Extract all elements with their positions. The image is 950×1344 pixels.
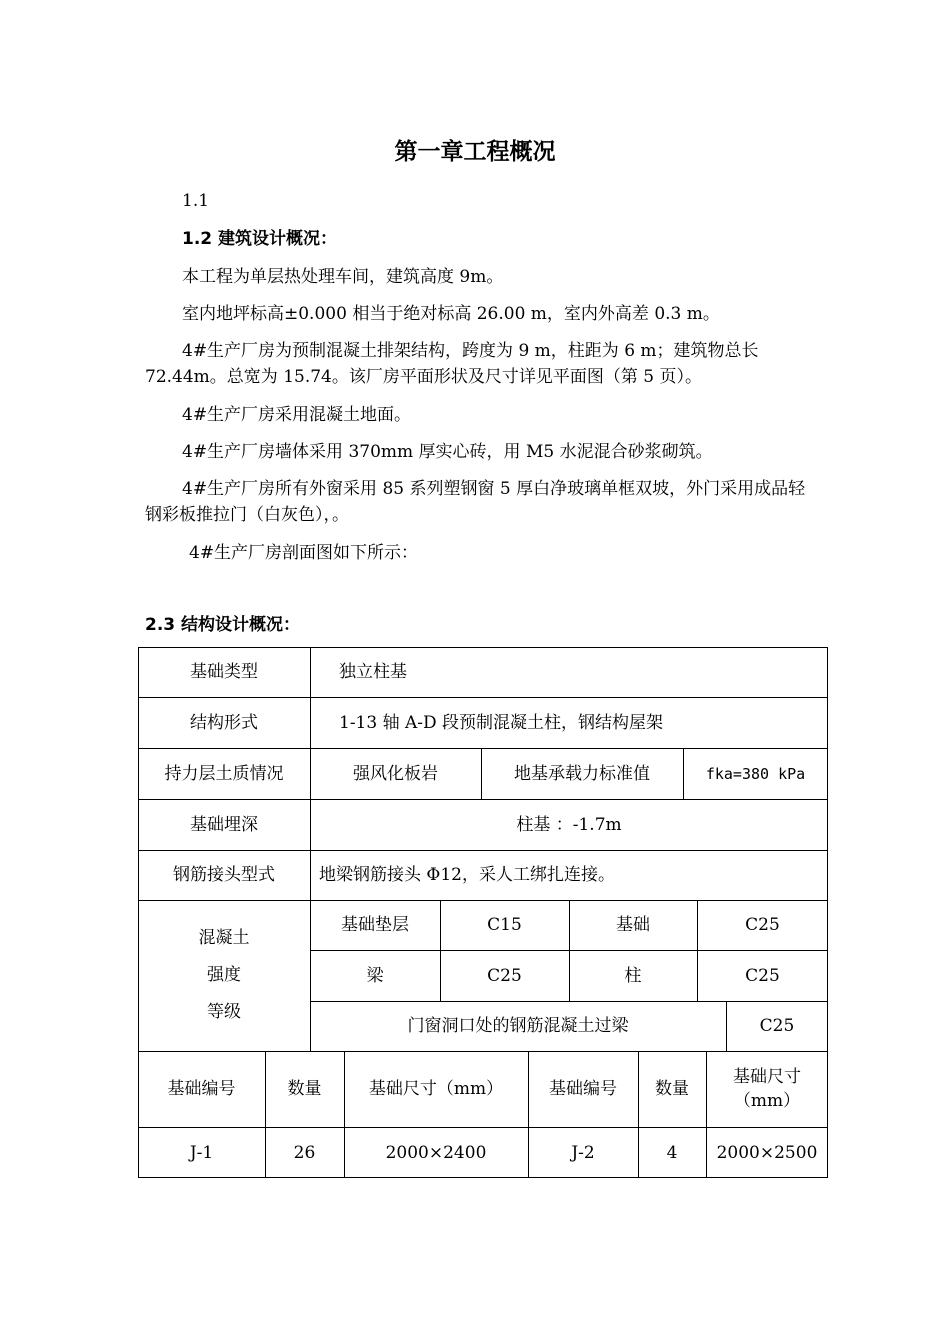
header-foundation-size-1: 基础尺寸（mm） [368,1079,504,1099]
section-2-3-heading: 2.3 结构设计概况： [145,615,301,635]
concrete-label-line-3: 等级 [207,1002,241,1022]
paragraph-windows-doors: 4#生产厂房所有外窗采用 85 系列塑钢窗 5 厚白净玻璃单框双坡，外门采用成品轻钢彩板推拉门（白灰色），。 [145,479,806,525]
bearing-soil-label: 持力层土质情况 [164,763,284,784]
grade-column-label: 柱 [624,965,642,986]
grade-beam-value: C25 [487,965,522,986]
bearing-capacity-label: 地基承载力标准值 [514,763,650,784]
size-j2: 2000×2500 [716,1142,818,1163]
paragraph-building-height: 本工程为单层热处理车间，建筑高度 9m。 [182,267,504,287]
rebar-joint-label: 钢筋接头型式 [173,865,275,885]
quantity-j1: 26 [293,1142,316,1163]
foundation-type-label: 基础类型 [190,662,258,682]
paragraph-walls: 4#生产厂房墙体采用 370mm 厚实心砖，用 M5 水泥混合砂浆砌筑。 [182,442,713,462]
foundation-code-j2: J-2 [571,1142,595,1163]
structure-design-table [138,647,828,1178]
foundation-depth-value: 柱基 ：-1.7m [516,814,622,835]
header-size-2-line-1: 基础尺寸 [733,1067,801,1087]
grade-beam-label: 梁 [366,965,384,986]
grade-foundation-label: 基础 [616,915,650,935]
header-foundation-code-2: 基础编号 [549,1079,617,1099]
concrete-label-line-2: 强度 [207,965,241,985]
foundation-type-value: 独立柱基 [339,662,407,682]
rebar-joint-value: 地梁钢筋接头 Φ12，采人工绑扎连接。 [319,865,615,885]
header-foundation-code-1: 基础编号 [167,1079,236,1099]
paragraph-structure-dimensions: 4#生产厂房为预制混凝土排架结构，跨度为 9 m，柱距为 6 m；建筑物总长 72.44m。总宽为 15.74。该厂房平面形状及尺寸详见平面图（第 5 页）。 [145,341,759,387]
header-quantity-1: 数量 [287,1079,322,1099]
structure-form-value: 1-13 轴 A-D 段预制混凝土柱，钢结构屋架 [339,712,664,733]
grade-column-value: C25 [745,965,780,986]
header-size-2-line-2: （mm） [733,1091,801,1111]
concrete-strength-label [138,900,310,1051]
quantity-j2: 4 [666,1142,678,1163]
section-1-1-heading: 1.1 [182,191,210,211]
chapter-title: 第一章工程概况 [394,139,556,165]
grade-lintel-value: C25 [759,1016,795,1036]
grade-lintel-label: 门窗洞口处的钢筋混凝土过梁 [407,1016,629,1036]
foundation-code-j1: J-1 [189,1142,214,1163]
bearing-capacity-value: fka=380 kPa [705,764,806,783]
grade-cushion-label: 基础垫层 [341,915,409,935]
structure-form-label: 结构形式 [190,712,258,733]
size-j1: 2000×2400 [385,1142,487,1163]
header-quantity-2: 数量 [655,1079,689,1099]
paragraph-floor: 4#生产厂房采用混凝土地面。 [182,405,412,425]
section-1-2-heading: 1.2 建筑设计概况： [182,229,338,249]
paragraph-section-drawing: 4#生产厂房剖面图如下所示： [189,543,419,563]
concrete-label-line-1: 混凝土 [198,928,250,948]
bearing-soil-value: 强风化板岩 [353,763,438,784]
paragraph-elevation: 室内地坪标高±0.000 相当于绝对标高 26.00 m，室内外高差 0.3 m。 [182,304,720,324]
header-foundation-size-2 [706,1051,828,1127]
grade-cushion-value: C15 [487,915,522,935]
grade-foundation-value: C25 [745,915,780,935]
foundation-depth-label: 基础埋深 [190,814,258,835]
